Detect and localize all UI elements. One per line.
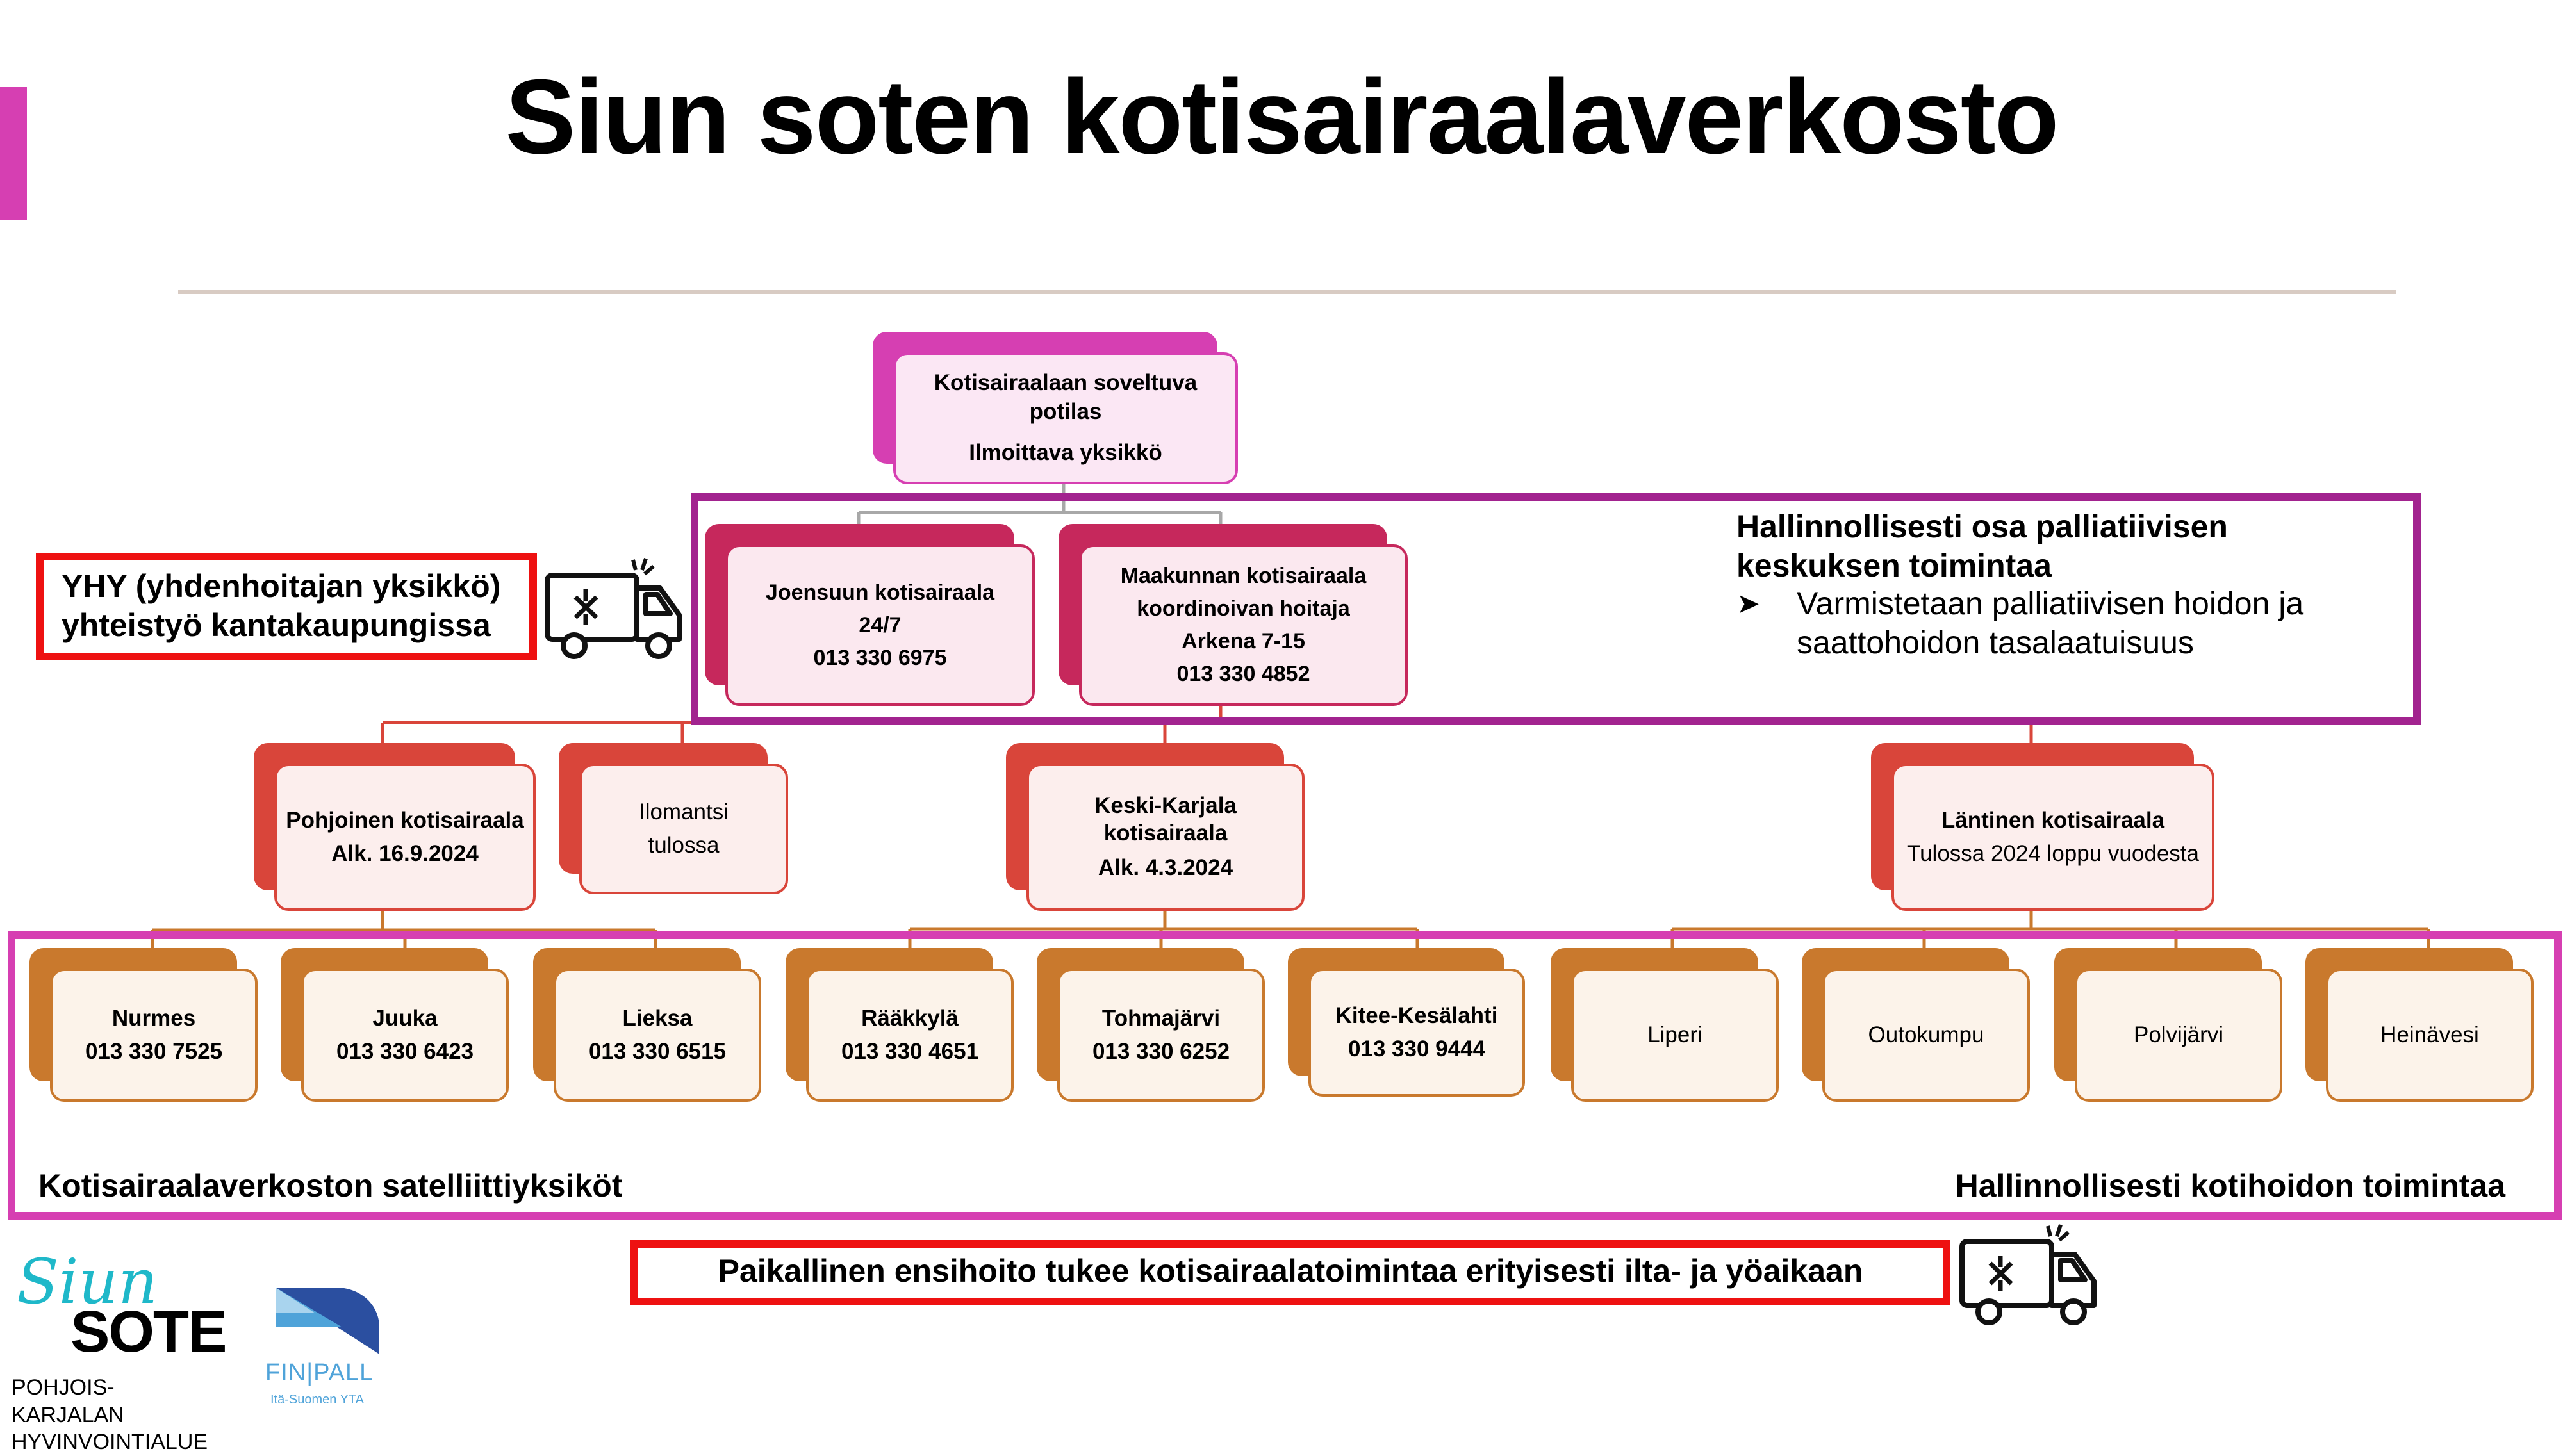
node-pohjoinen xyxy=(254,743,536,911)
node-patient xyxy=(873,332,1238,484)
maakunta-hours: Arkena 7-15 xyxy=(1182,629,1305,653)
lantinen-name: Läntinen kotisairaala xyxy=(1941,807,2165,833)
siun-sub2: HYVINVOINTIALUE xyxy=(12,1430,208,1454)
node-lantinen xyxy=(1871,743,2214,911)
yhy-text xyxy=(62,567,500,645)
siun-script: Siun xyxy=(17,1246,158,1318)
palliative-admin-bullet-text: Varmistetaan palliatiivisen hoidon ja saattohoidon tasalaatuisuus xyxy=(1797,585,2304,660)
yhy-line2: yhteistyö kantakaupungissa xyxy=(62,607,491,643)
satellite-liperi: Liperi xyxy=(1551,948,1779,1102)
arrow-bullet-icon: ➤ xyxy=(1736,588,1760,619)
palliative-admin-heading: Hallinnollisesti osa palliatiivisen keskuksen toimintaa xyxy=(1736,509,2228,584)
node-keski-karjala xyxy=(1006,743,1305,911)
node-patient-line2: Ilmoittava yksikkö xyxy=(969,440,1162,466)
finpall-mark-icon xyxy=(265,1288,387,1358)
joensuu-hours: 24/7 xyxy=(859,612,902,637)
node-patient-line1: Kotisairaalaan soveltuva potilas xyxy=(934,370,1198,424)
finpall-word: FIN|PALL xyxy=(265,1359,374,1386)
page-title: Siun soten kotisairaalaverkosto xyxy=(505,58,2058,176)
satellite-outokumpu: Outokumpu xyxy=(1802,948,2030,1102)
node-joensuu xyxy=(705,524,1035,706)
siun-sote-word: SOTE xyxy=(70,1299,226,1364)
node-ilomantsi xyxy=(559,743,788,894)
lantinen-status: Tulossa 2024 loppu vuodesta xyxy=(1907,841,2199,866)
maakunta-role: koordinoivan hoitaja xyxy=(1137,596,1350,621)
joensuu-name: Joensuun kotisairaala xyxy=(765,580,995,605)
satellite-raakkyla: Rääkkylä 013 330 4651 xyxy=(786,948,1014,1102)
joensuu-phone: 013 330 6975 xyxy=(813,645,947,670)
satellite-polvijarvi: Polvijärvi xyxy=(2054,948,2282,1102)
ilomantsi-status: tulossa xyxy=(648,833,720,858)
keski-karjala-name: Keski-Karjala kotisairaala xyxy=(1094,792,1237,846)
pohjoinen-name: Pohjoinen kotisairaala xyxy=(286,807,524,833)
satellite-kitee-kesalahti: Kitee-Kesälahti 013 330 9444 xyxy=(1288,948,1525,1097)
satellite-tohmajarvi: Tohmajärvi 013 330 6252 xyxy=(1037,948,1265,1102)
ambulance-icon xyxy=(1958,1222,2100,1331)
palliative-admin-bullet xyxy=(1736,584,2361,662)
maakunta-phone: 013 330 4852 xyxy=(1176,662,1310,686)
homecare-admin-label: Hallinnollisesti kotihoidon toimintaa xyxy=(1955,1168,2505,1204)
ambulance-icon xyxy=(543,556,686,665)
siun-sote-logo xyxy=(12,1246,226,1454)
satellite-nurmes: Nurmes 013 330 7525 xyxy=(29,948,258,1102)
finpall-sub: Itä-Suomen YTA xyxy=(270,1393,364,1407)
satellite-lieksa: Lieksa 013 330 6515 xyxy=(533,948,761,1102)
ilomantsi-name: Ilomantsi xyxy=(638,799,729,824)
node-maakunta xyxy=(1059,524,1408,706)
maakunta-name: Maakunnan kotisairaala xyxy=(1120,564,1367,588)
yhy-line1: YHY (yhdenhoitajan yksikkö) xyxy=(62,568,501,604)
satellite-frame-label: Kotisairaalaverkoston satelliittiyksiköt xyxy=(38,1168,623,1204)
satellite-heinavesi: Heinävesi xyxy=(2305,948,2534,1102)
satellite-juuka: Juuka 013 330 6423 xyxy=(281,948,509,1102)
siun-sub1: POHJOIS-KARJALAN xyxy=(12,1375,124,1427)
ensihoito-text: Paikallinen ensihoito tukee kotisairaalatoimintaa erityisesti ilta- ja yöaikaan xyxy=(718,1253,1863,1289)
finpall-logo xyxy=(265,1288,387,1416)
keski-karjala-start: Alk. 4.3.2024 xyxy=(1098,855,1233,881)
pohjoinen-start: Alk. 16.9.2024 xyxy=(331,841,479,866)
